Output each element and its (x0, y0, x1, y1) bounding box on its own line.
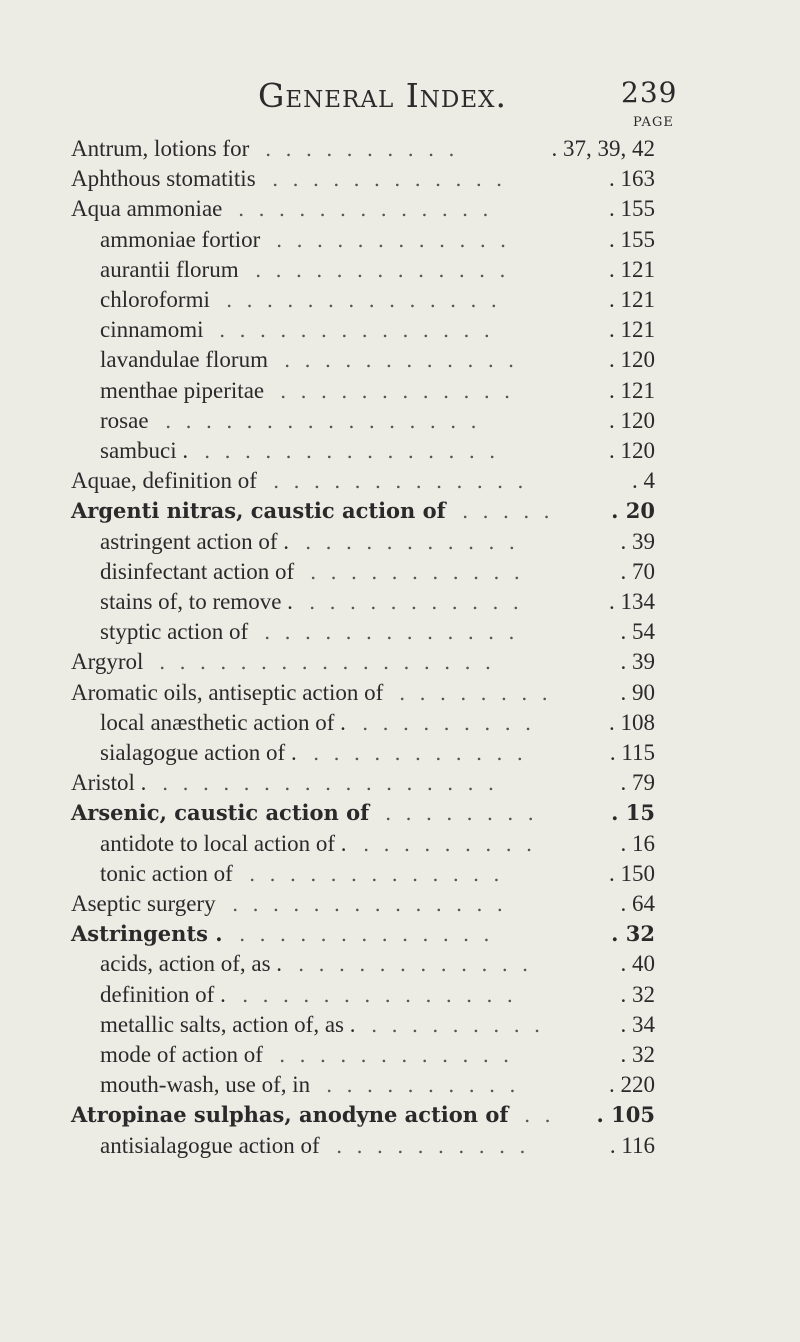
index-page-reference: . 105 (596, 1102, 655, 1127)
index-term: lavandulae florum (100, 347, 268, 372)
index-page-reference: . 116 (609, 1133, 655, 1158)
dot-leader: ............ (272, 167, 517, 191)
index-page-reference: . 121 (609, 257, 655, 282)
dot-leader: ........... (310, 560, 534, 584)
index-term: definition of . (100, 982, 226, 1007)
dot-leader: ........... (309, 590, 533, 614)
index-term: sialagogue action of . (100, 740, 297, 765)
index-page-reference: . 37, 39, 42 (551, 136, 655, 161)
index-term: chloroformi (100, 287, 210, 312)
dot-leader: ........ (399, 681, 562, 705)
index-term: astringent action of . (100, 529, 290, 554)
index-page-reference: . 32 (611, 921, 655, 946)
index-entry (0, 376, 800, 406)
index-page-reference: . 4 (632, 468, 655, 493)
index-entry (0, 1131, 800, 1161)
index-term: Astringents . (71, 921, 223, 946)
dot-leader: ............. (239, 922, 504, 946)
dot-leader: ......... (371, 1013, 555, 1037)
index-term: Aphthous stomatitis (71, 166, 256, 191)
dot-leader: ................. (162, 771, 509, 795)
dot-leader: ............... (204, 439, 510, 463)
index-page-reference: . 16 (620, 831, 655, 856)
index-page-reference: . 90 (620, 680, 655, 705)
index-page-reference: . 134 (609, 589, 655, 614)
index-page-reference: . 39 (620, 529, 655, 554)
index-entry (0, 617, 800, 647)
index-entry (0, 345, 800, 375)
index-page-reference: . 70 (620, 559, 655, 584)
index-entry (0, 496, 800, 526)
index-entry (0, 285, 800, 315)
index-entry (0, 557, 800, 587)
index-page-reference: . 15 (611, 800, 655, 825)
index-term: Aquae, definition of (71, 468, 257, 493)
index-page-reference: . 34 (620, 1012, 655, 1037)
index-entry (0, 194, 800, 224)
index-entry (0, 678, 800, 708)
index-term: mode of action of (100, 1042, 263, 1067)
dot-leader: ............. (249, 862, 514, 886)
index-entry (0, 949, 800, 979)
index-term: sambuci . (100, 438, 189, 463)
index-entry (0, 1010, 800, 1040)
index-entry (0, 889, 800, 919)
dot-leader: ........... (305, 530, 529, 554)
dot-leader: ........ (385, 801, 548, 825)
dot-leader: ..... (462, 499, 564, 523)
dot-leader: .............. (232, 892, 518, 916)
dot-leader: .......... (336, 1134, 540, 1158)
index-term: tonic action of (100, 861, 233, 886)
dot-leader: .......... (265, 137, 469, 161)
dot-leader: ............. (273, 469, 538, 493)
index-page-reference: . 121 (609, 317, 655, 342)
index-entry (0, 527, 800, 557)
index-page-reference: . 163 (609, 166, 655, 191)
dot-leader: ............ (276, 228, 521, 252)
index-term: Arsenic, caustic action of (71, 800, 370, 825)
index-page-reference: . 79 (620, 770, 655, 795)
index-entry (0, 255, 800, 285)
index-entry (0, 1040, 800, 1070)
dot-leader: .............. (226, 288, 512, 312)
index-page-reference: . 32 (620, 982, 655, 1007)
index-entry (0, 738, 800, 768)
index-page-reference: . 120 (609, 408, 655, 433)
index-entry (0, 919, 800, 949)
index-page-reference: . 220 (609, 1072, 655, 1097)
index-entry (0, 1070, 800, 1100)
index-term: styptic action of (100, 619, 249, 644)
page-column-label: PAGE (633, 115, 674, 130)
dot-leader: ......... (363, 832, 547, 856)
index-term: acids, action of, as . (100, 951, 283, 976)
index-page-reference: . 54 (620, 619, 655, 644)
page-number: 239 (621, 76, 678, 109)
index-term: antisialagogue action of (100, 1133, 320, 1158)
dot-leader: ............ (284, 348, 529, 372)
index-page-reference: . 120 (609, 347, 655, 372)
index-term: Aromatic oils, antiseptic action of (71, 680, 384, 705)
index-page-reference: . 39 (620, 649, 655, 674)
dot-leader: ................. (159, 650, 506, 674)
dot-leader: .............. (219, 318, 505, 342)
dot-leader: .......... (326, 1073, 530, 1097)
index-term: Argenti nitras, caustic action of (71, 498, 446, 523)
index-entry (0, 225, 800, 255)
dot-leader: ............ (279, 1043, 524, 1067)
index-entry (0, 708, 800, 738)
index-page-reference: . 155 (609, 196, 655, 221)
dot-leader: ............ (298, 952, 543, 976)
index-entry (0, 164, 800, 194)
index-page-reference: . 150 (609, 861, 655, 886)
index-term: cinnamomi (100, 317, 204, 342)
index-page-reference: . 115 (609, 740, 655, 765)
index-entry (0, 798, 800, 828)
index-term: Antrum, lotions for (71, 136, 250, 161)
index-entry (0, 1100, 800, 1130)
index-entry (0, 647, 800, 677)
running-header-title: General Index. (258, 76, 508, 115)
index-entry (0, 406, 800, 436)
index-page-reference: . 120 (609, 438, 655, 463)
index-entry (0, 436, 800, 466)
index-term: disinfectant action of (100, 559, 295, 584)
index-term: Aristol . (71, 770, 147, 795)
index-page-reference: . 155 (609, 227, 655, 252)
index-entry (0, 134, 800, 164)
index-term: Atropinae sulphas, anodyne action of (71, 1102, 509, 1127)
index-term: Aqua ammoniae (71, 196, 223, 221)
index-entry (0, 466, 800, 496)
dot-leader: .. (524, 1103, 565, 1127)
index-page-reference: . 108 (609, 710, 655, 735)
index-entry (0, 315, 800, 345)
index-term: ammoniae fortior (100, 227, 261, 252)
dot-leader: ......... (362, 711, 546, 735)
index-entry (0, 768, 800, 798)
index-term: metallic salts, action of, as . (100, 1012, 356, 1037)
index-page-reference: . 32 (620, 1042, 655, 1067)
index-entry (0, 980, 800, 1010)
index-page-reference: . 40 (620, 951, 655, 976)
index-term: rosae (100, 408, 149, 433)
index-page-reference: . 121 (609, 287, 655, 312)
index-term: Argyrol (71, 649, 144, 674)
index-entry (0, 859, 800, 889)
index-entry (0, 829, 800, 859)
index-term: local anæsthetic action of . (100, 710, 346, 735)
dot-leader: ................ (165, 409, 491, 433)
dot-leader: ............. (238, 197, 503, 221)
index-page-reference: . 20 (611, 498, 655, 523)
dot-leader: ........... (313, 741, 537, 765)
index-term: Aseptic surgery (71, 891, 216, 916)
index-term: mouth-wash, use of, in (100, 1072, 311, 1097)
dot-leader: ............. (264, 620, 529, 644)
index-page-reference: . 121 (609, 378, 655, 403)
index-term: menthae piperitae (100, 378, 265, 403)
index-term: antidote to local action of . (100, 831, 347, 856)
index-entry (0, 587, 800, 617)
index-term: aurantii florum (100, 257, 239, 282)
index-term: stains of, to remove . (100, 589, 293, 614)
index-page-reference: . 64 (620, 891, 655, 916)
dot-leader: ............ (280, 379, 525, 403)
dot-leader: ............. (255, 258, 520, 282)
dot-leader: .............. (242, 983, 528, 1007)
